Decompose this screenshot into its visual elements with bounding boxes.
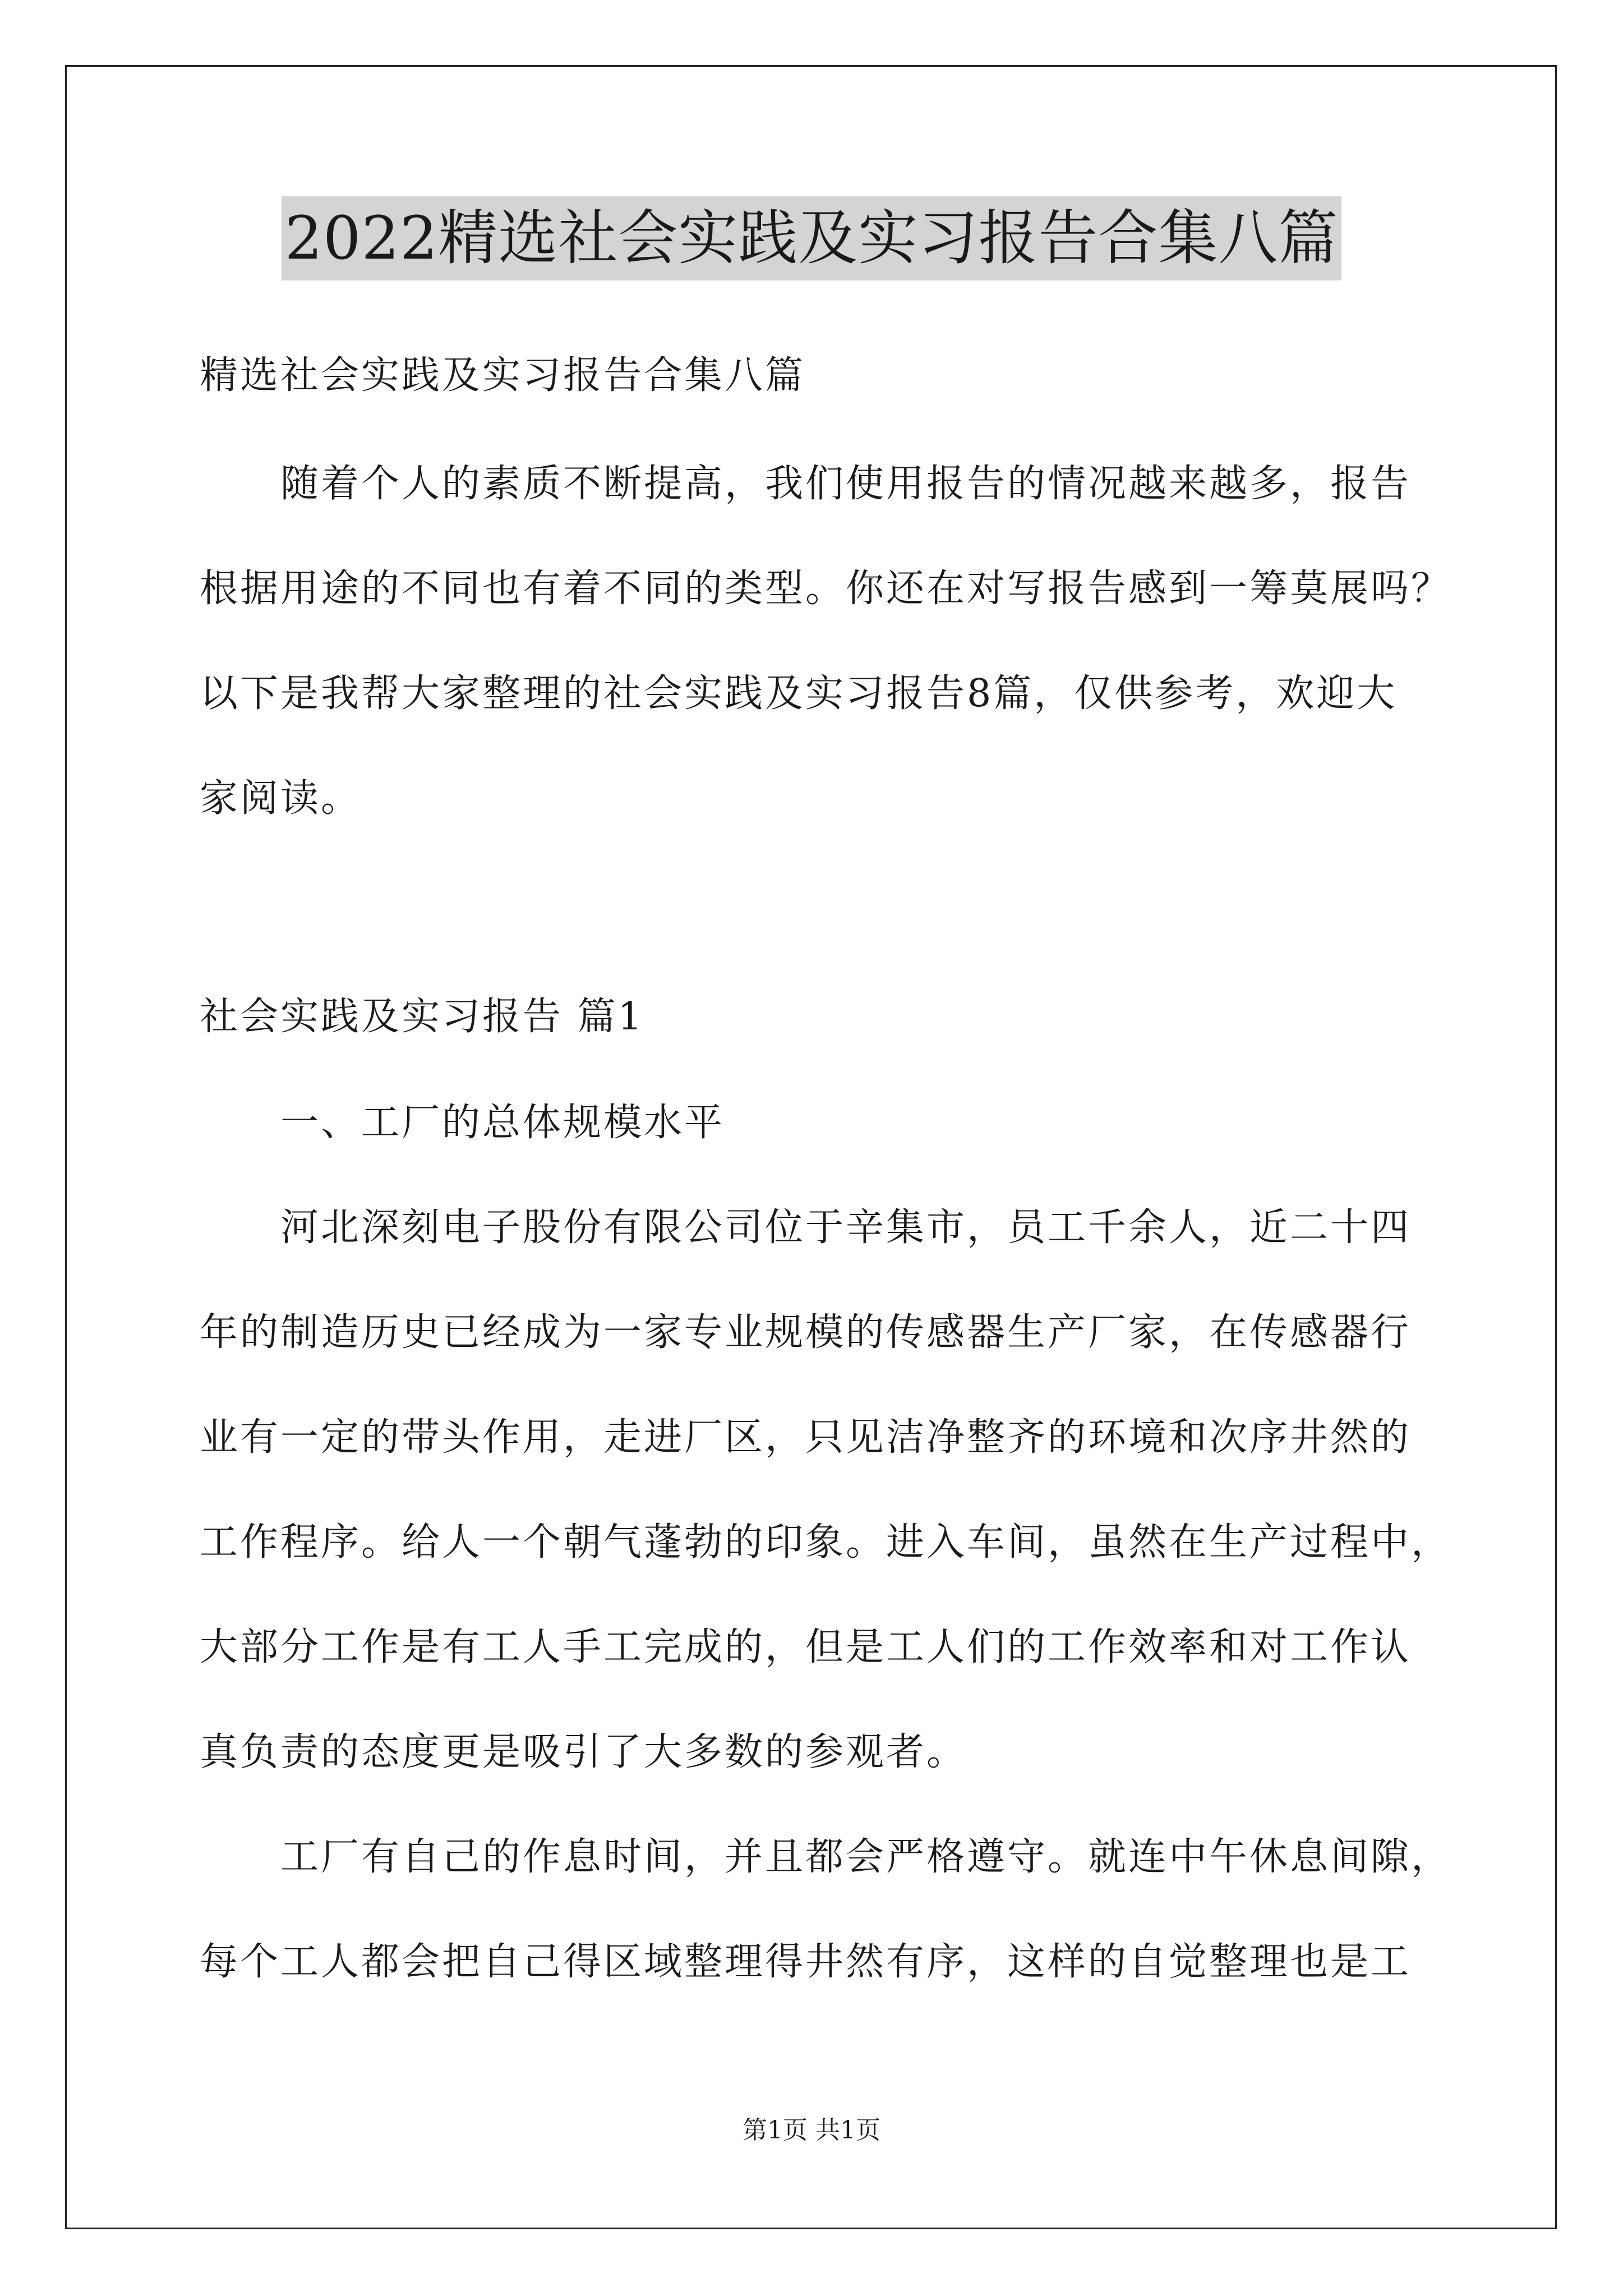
intro-line: 以下是我帮大家整理的社会实践及实习报告8篇，仅供参考，欢迎大 bbox=[200, 671, 1398, 716]
paragraph-line: 业有一定的带头作用，走进厂区，只见洁净整齐的环境和次序井然的 bbox=[200, 1415, 1412, 1460]
paragraph-line: 每个工人都会把自己得区域整理得井然有序，这样的自觉整理也是工 bbox=[200, 1940, 1412, 1984]
section-heading: 社会实践及实习报告 篇1 bbox=[200, 995, 644, 1039]
document-title: 2022精选社会实践及实习报告合集八篇 bbox=[282, 196, 1342, 280]
paragraph-line: 工厂有自己的作息时间，并且都会严格遵守。就连中午休息间隙， bbox=[280, 1835, 1452, 1879]
paragraph-line: 年的制造历史已经成为一家专业规模的传感器生产厂家，在传感器行 bbox=[200, 1310, 1412, 1355]
intro-line: 随着个人的素质不断提高，我们使用报告的情况越来越多，报告 bbox=[280, 462, 1412, 506]
paragraph-line: 大部分工作是有工人手工完成的，但是工人们的工作效率和对工作认 bbox=[200, 1625, 1412, 1669]
subheading: 一、工厂的总体规模水平 bbox=[280, 1101, 725, 1145]
title-container bbox=[0, 196, 1623, 280]
paragraph-line: 真负责的态度更是吸引了大多数的参观者。 bbox=[200, 1730, 967, 1774]
paragraph-line: 河北深刻电子股份有限公司位于辛集市，员工千余人，近二十四 bbox=[280, 1205, 1412, 1250]
paragraph-line: 工作程序。给人一个朝气蓬勃的印象。进入车间，虽然在生产过程中， bbox=[200, 1520, 1452, 1565]
intro-line: 根据用途的不同也有着不同的类型。你还在对写报告感到一筹莫展吗？ bbox=[200, 567, 1452, 611]
intro-line: 家阅读。 bbox=[200, 776, 362, 821]
page-footer: 第1页 共1页 bbox=[743, 2116, 880, 2145]
document-subtitle: 精选社会实践及实习报告合集八篇 bbox=[200, 353, 806, 398]
